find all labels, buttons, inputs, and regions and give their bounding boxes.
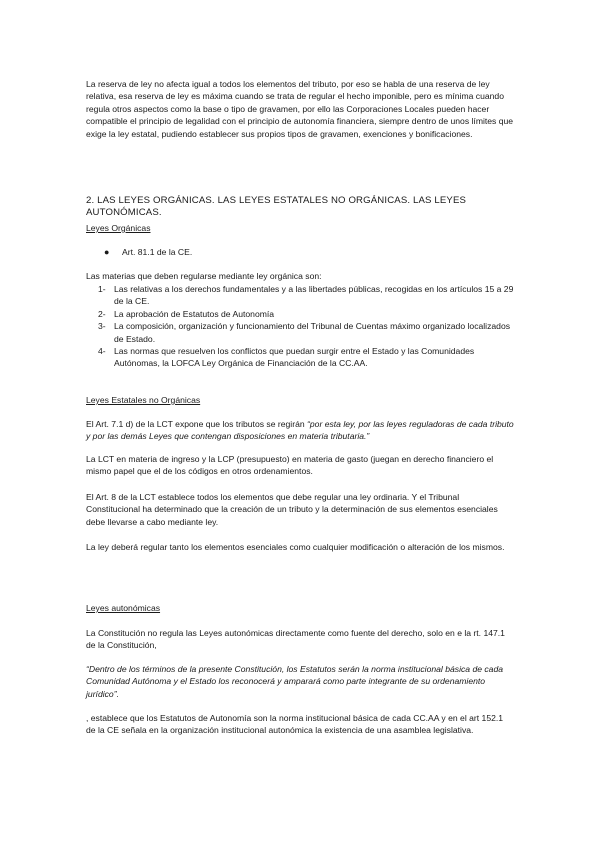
heading-leyes-organicas: Leyes Orgánicas	[86, 223, 151, 233]
organicas-list	[86, 283, 516, 370]
autonomicas-paragraph-1: La Constitución no regula las Leyes autonómicas directamente como fuente del derecho, solo en e la rt. 147.1 de la Constitución,	[86, 628, 505, 651]
heading-leyes-estatales: Leyes Estatales no Orgánicas	[86, 395, 201, 405]
autonomicas-quote	[86, 663, 514, 700]
list-text: La composición, organización y funcionamiento del Tribunal de Cuentas máximo organizado localizados de Estado.	[114, 321, 511, 344]
list-item	[86, 320, 516, 345]
heading-leyes-autonomicas: Leyes autonómicas	[86, 603, 161, 613]
list-text: La aprobación de Estatutos de Autonomía	[114, 308, 275, 319]
bullet-text: Art. 81.1 de la CE.	[122, 247, 193, 257]
list-text: Las relativas a los derechos fundamentales y a las libertades públicas, recogidas en los artículos 15 a 29 de la CE.	[114, 284, 514, 307]
list-number: 3-	[98, 321, 106, 332]
autonomicas-quote-text: “Dentro de los términos de la presente Constitución, los Estatutos serán la norma institucional básica de cada Comunidad Autónoma y el Estado los reconocerá y amparará como parte integrante de su ordenamiento jurídico”.	[86, 664, 504, 699]
intro-paragraph: La reserva de ley no afecta igual a todos los elementos del tributo, por eso se habla de una reserva de ley relativa, esa reserva de ley es máxima cuando se trata de regular el hecho imponible, pero es mínima cuando regula otros aspectos como la base o tipo de gravamen, por ello las Corporaciones Locales pueden hacer compatible el principio de legalidad con el principio de autonomía financiera, siempre dentro de unos límites que exige la ley estatal, pudiendo establecer sus propios tipos de gravamen, exenciones y bonificaciones.	[86, 79, 514, 139]
bullet-icon: ●	[104, 247, 110, 257]
bullet-item	[104, 246, 192, 258]
estatales-paragraph-4: La ley deberá regular tanto los elementos esenciales como cualquier modificación o alteración de los mismos.	[86, 542, 505, 552]
autonomicas-paragraph-2: , establece que los Estatutos de Autonomía son la norma institucional básica de cada CC.AA y en el art 152.1 de la CE señala en la organización institucional autonómica la existencia de una asamblea legislativa.	[86, 713, 504, 736]
list-item	[86, 308, 516, 320]
list-item	[86, 283, 516, 308]
section-title: 2. LAS LEYES ORGÁNICAS. LAS LEYES ESTATALES NO ORGÁNICAS. LAS LEYES AUTONÓMICAS.	[86, 195, 467, 218]
estatales-paragraph-1	[86, 418, 514, 443]
list-number: 1-	[98, 284, 106, 294]
organicas-lead: Las materias que deben regularse mediante ley orgánica son:	[86, 271, 322, 281]
estatales-paragraph-3: El Art. 8 de la LCT establece todos los elementos que debe regular una ley ordinaria. Y el Tribunal Constitucional ha determinado que la creación de un tributo y la determinación de sus elementos esenciales debe llevarse a cabo mediante ley.	[86, 492, 498, 527]
estatales-p1-text: El Art. 7.1 d) de la LCT expone que los tributos se regirán	[86, 419, 308, 429]
list-text: Las normas que resuelven los conflictos que puedan surgir entre el Estado y las Comunidades Autónomas, la LOFCA Ley Orgánica de Financiación de la CC.AA.	[114, 346, 475, 369]
list-item	[86, 345, 516, 370]
list-number: 2-	[98, 308, 106, 319]
list-number: 4-	[98, 346, 106, 357]
estatales-p1-quote: “por esta ley, por las leyes reguladoras de cada tributo y por las demás Leyes que contengan disposiciones en materia tributaria.”	[86, 419, 514, 442]
estatales-paragraph-2: La LCT en materia de ingreso y la LCP (presupuesto) en materia de gasto (juegan en derecho financiero el mismo papel que el de los códigos en otros ordenamientos.	[86, 454, 494, 477]
